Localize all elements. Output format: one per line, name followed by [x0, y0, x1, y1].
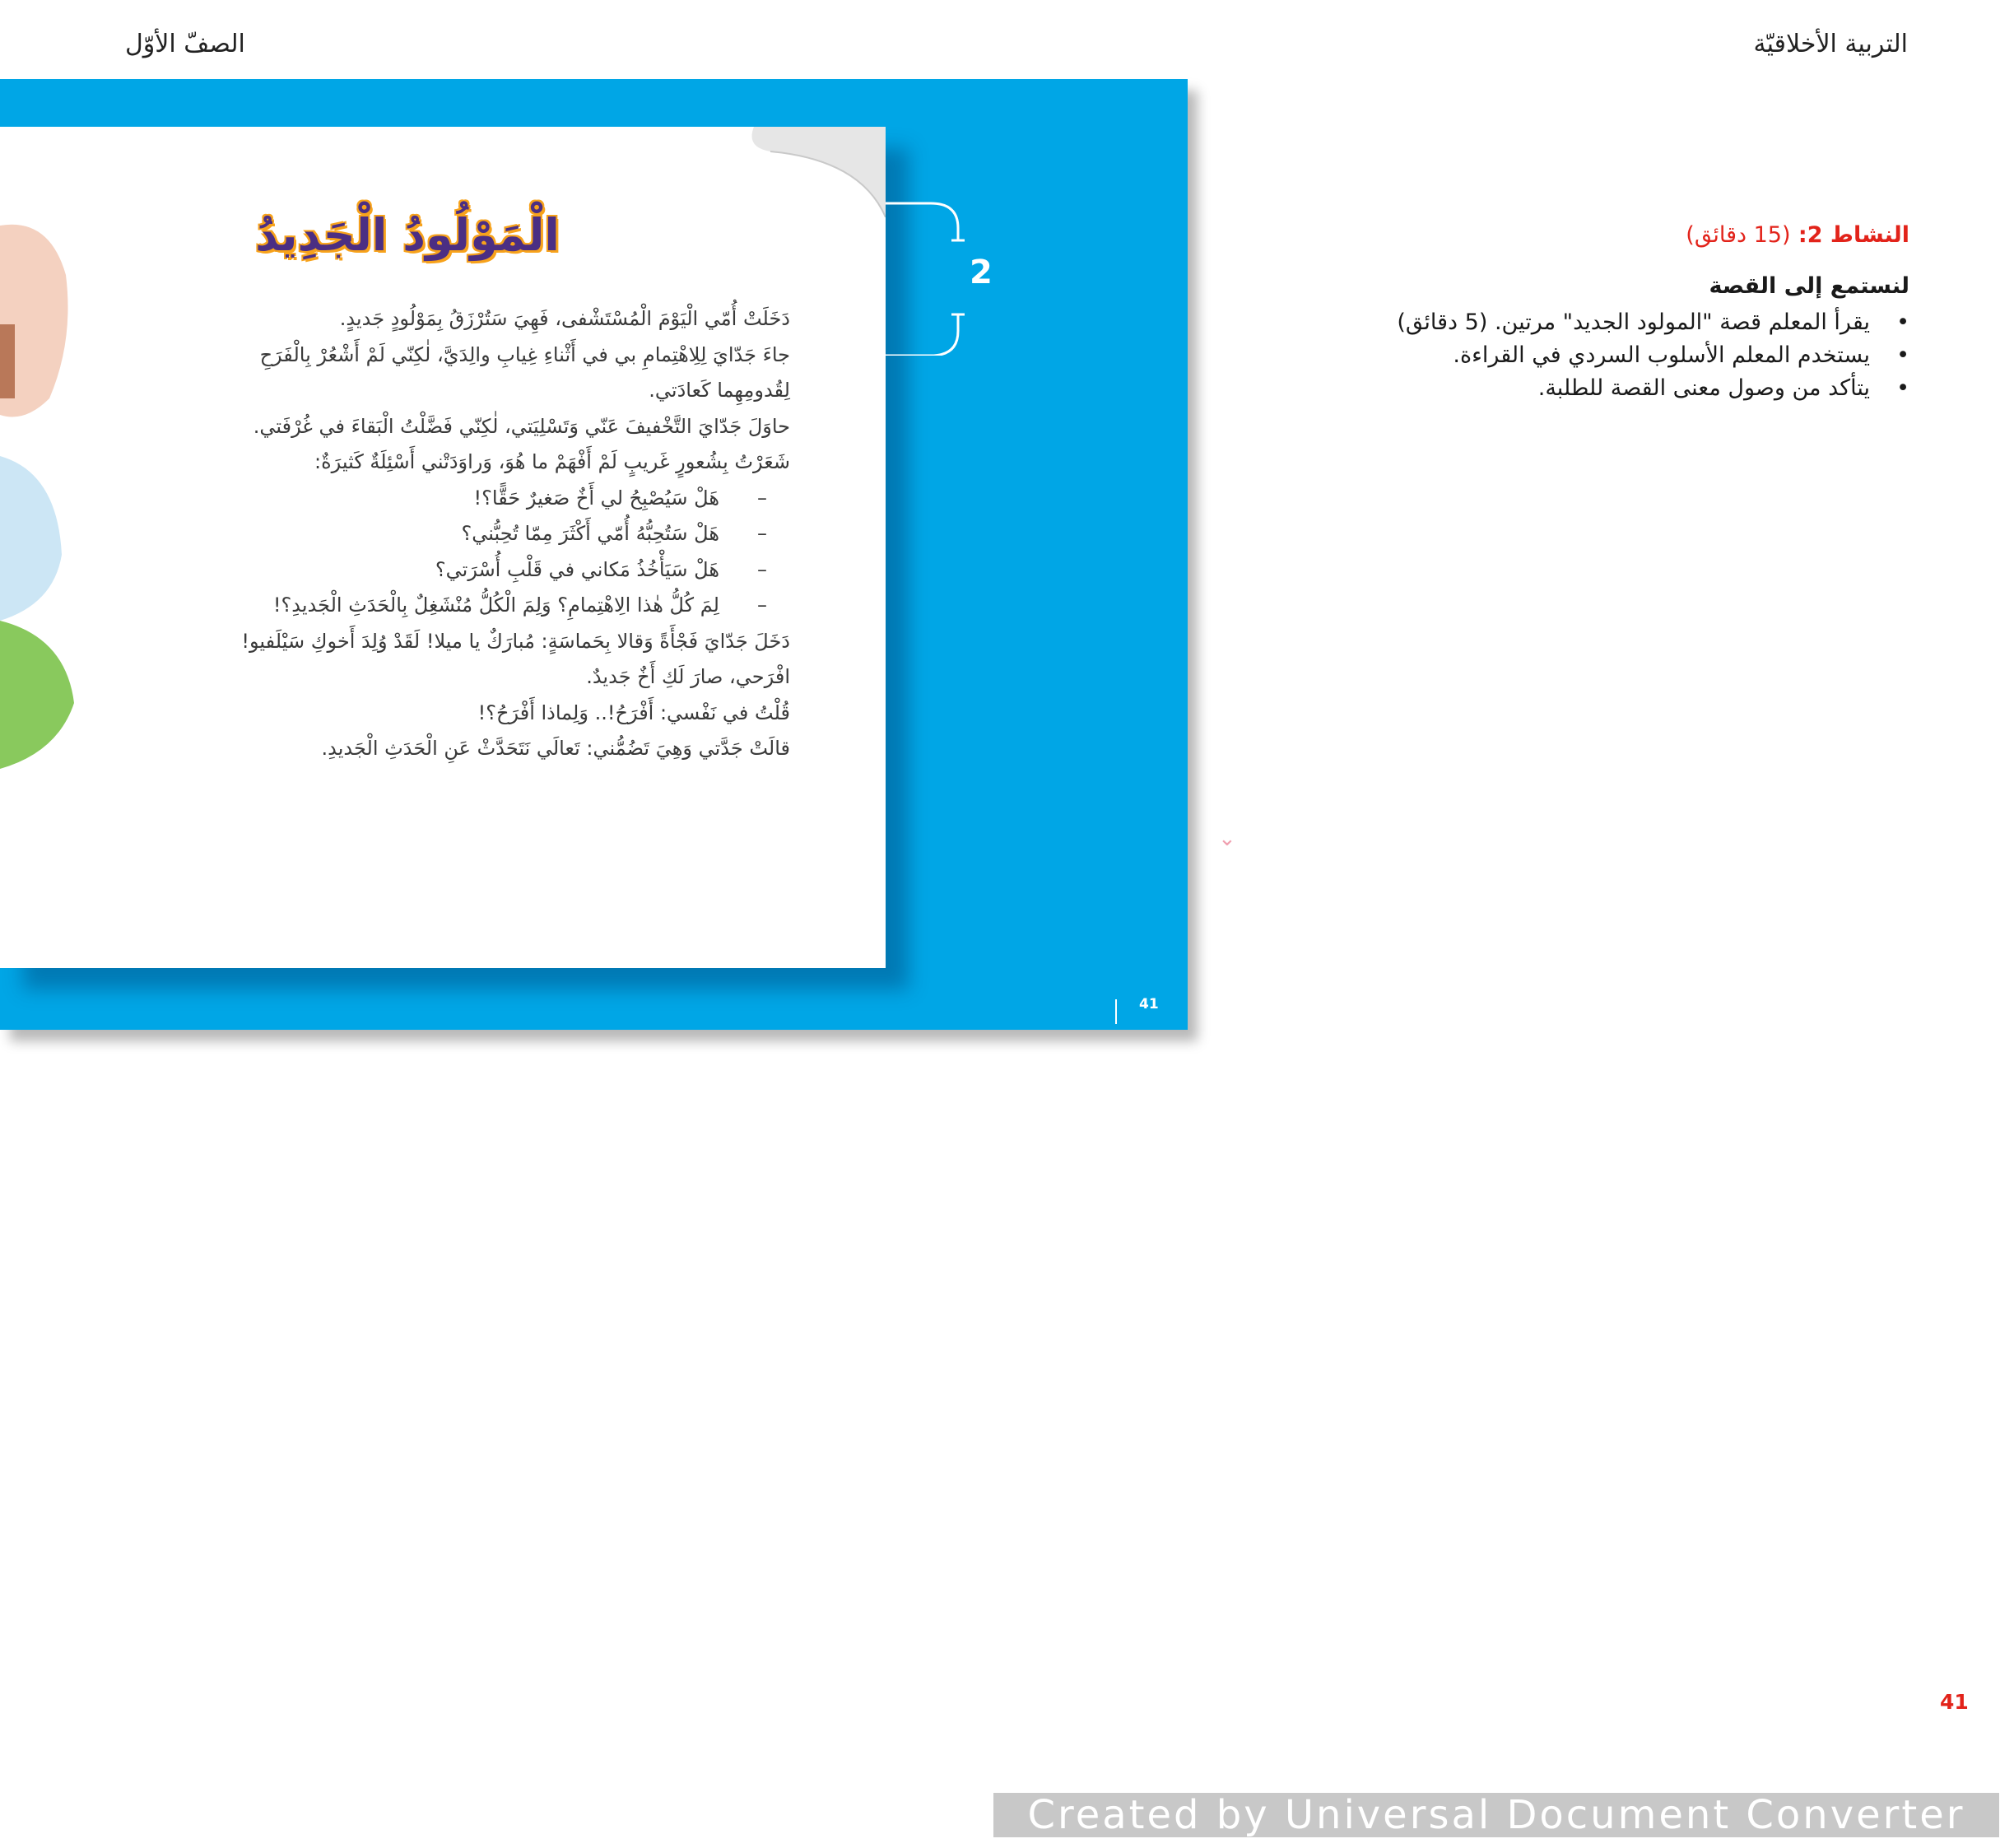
- story-text: [66, 301, 790, 767]
- story-line-text: قالَتْ جَدَّتي وَهِيَ تَضُمُّني: تَعالَي نَتَحَدَّثْ عَنِ الْحَدَثِ الْجَديدِ.: [321, 737, 790, 760]
- story-line-text: دَخَلَ جَدّايَ فَجْأَةً وَقالا بِحَماسَةٍ: مُبارَكٌ يا ميلا! لَقَدْ وُلِدَ أَخوكِ سَيْلَفيو!: [241, 629, 790, 653]
- activity-steps: [1169, 306, 1909, 405]
- book-page-panel: [0, 79, 1188, 1030]
- activity-subtitle: لنستمع إلى القصة: [1709, 273, 1909, 299]
- book-page-number: 41: [1139, 996, 1159, 1012]
- story-line: [66, 409, 790, 445]
- story-line: [66, 624, 790, 660]
- story-line-text: لِمَ كُلُّ هٰذا الِاهْتِمامِ؟ وَلِمَ الْكُلُّ مُنْشَغِلٌ بِالْحَدَثِ الْجَديدِ؟!: [272, 594, 719, 617]
- story-line: [66, 301, 790, 337]
- dash-marker: –: [757, 594, 767, 617]
- story-line: [66, 373, 790, 409]
- dash-marker: –: [757, 557, 767, 581]
- subject-header: التربية الأخلاقيّة: [1753, 30, 1908, 58]
- story-line-text: هَلْ سَيُصْبِحُ لي أَخٌ صَغيرٌ حَقًّا؟!: [473, 486, 719, 510]
- activity-label: النشاط 2:: [1798, 222, 1909, 248]
- decorative-mark: ⌄: [1218, 826, 1236, 851]
- story-line-text: شَعَرْتُ بِشُعورٍ غَريبٍ لَمْ أَفْهَمْ ما هُوَ، وَراوَدَتْني أَسْئِلَةٌ كَثيرَةٌ:: [314, 450, 790, 473]
- story-line-text: قُلْتُ في نَفْسي: أَفْرَحُ!.. وَلِماذا أَفْرَحُ؟!: [477, 701, 790, 724]
- converter-watermark: Created by Universal Document Converter: [993, 1793, 1999, 1837]
- story-line: [66, 588, 790, 624]
- story-title: الْمَوْلُودُ الْجَدِيدُ: [255, 209, 560, 261]
- activity-step: • يستخدم المعلم الأسلوب السردي في القراءة.: [1169, 339, 1909, 372]
- page-number-divider: [1115, 999, 1117, 1024]
- story-line-text: حاوَلَ جَدّايَ التَّخْفيفَ عَنّي وَتَسْلِيَتي، لٰكِنّي فَضَّلْتُ الْبَقاءَ في غُرْفَتي.: [253, 414, 790, 438]
- story-line: [66, 337, 790, 374]
- story-line: [66, 696, 790, 732]
- story-line-text: دَخَلَتْ أُمّي الْيَوْمَ الْمُسْتَشْفى، فَهِيَ سَتُرْزَقُ بِمَوْلُودٍ جَديدٍ.: [339, 307, 790, 330]
- activity-section: [1169, 222, 1909, 405]
- dash-marker: –: [757, 522, 767, 545]
- story-line: [66, 516, 790, 552]
- story-line-text: جاءَ جَدّايَ لِلِاهْتِمامِ بي في أَثْناءِ غِيابِ والِدَيَّ، لٰكِنّي لَمْ أَشْعُرْ بِالْفَرَحِ: [259, 342, 790, 366]
- activity-duration: (15 دقائق): [1686, 222, 1791, 248]
- activity-step: • يتأكد من وصول معنى القصة للطلبة.: [1169, 372, 1909, 405]
- story-line-text: هَلْ سَتُحِبُّهُ أُمّي أَكْثَرَ مِمّا تُحِبُّني؟: [461, 522, 719, 545]
- dash-marker: –: [757, 486, 767, 510]
- story-page: [0, 127, 886, 968]
- page-number: 41: [1940, 1690, 1969, 1714]
- story-line-text: هَلْ سَيَأْخُذُ مَكاني في قَلْبِ أُسْرَتي؟: [435, 557, 719, 581]
- story-line: [66, 731, 790, 767]
- story-line-text: افْرَحي، صارَ لَكِ أَخٌ جَديدٌ.: [586, 665, 790, 688]
- grade-header: الصفّ الأوّل: [125, 30, 245, 58]
- activity-step: • يقرأ المعلم قصة "المولود الجديد" مرتين. (5 دقائق): [1169, 306, 1909, 339]
- story-line: [66, 552, 790, 589]
- story-line-text: لِقُدومِهِما كَعادَتي.: [649, 379, 790, 402]
- story-line: [66, 445, 790, 481]
- activity-title: [1169, 222, 1909, 257]
- page-curl-corner: [737, 127, 886, 217]
- section-number: 2: [970, 254, 993, 291]
- story-line: [66, 659, 790, 696]
- story-line: [66, 481, 790, 517]
